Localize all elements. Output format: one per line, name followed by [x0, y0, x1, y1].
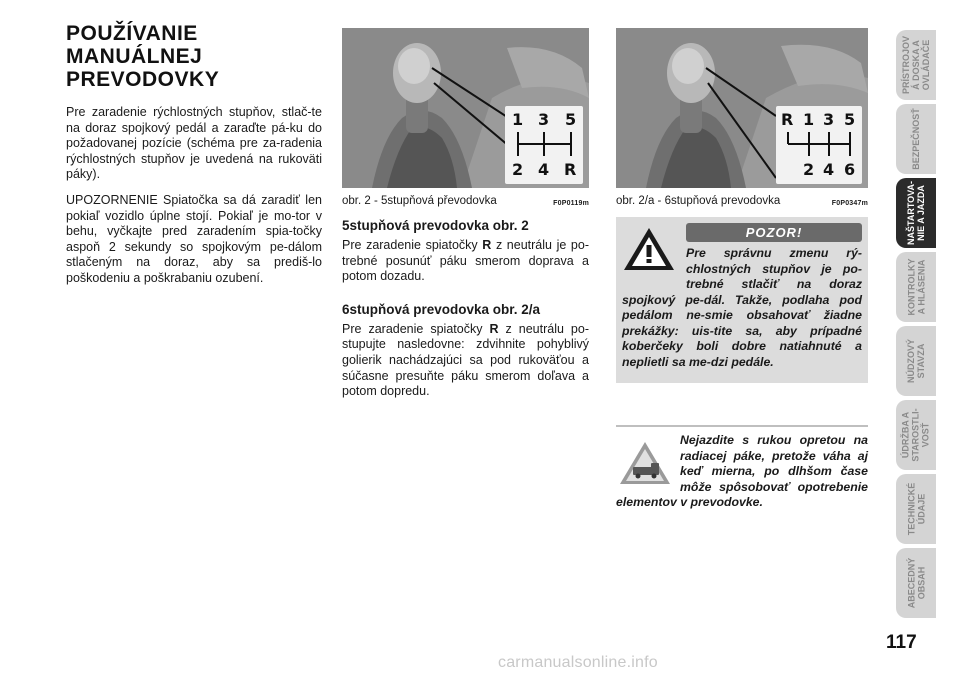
gear-label: R: [781, 110, 794, 129]
title-line-2: MANUÁLNEJ: [66, 45, 203, 68]
intro-paragraph: Pre zaradenie rýchlostných stupňov, stlač-te na doraz spojkový pedál a zaraďte pá-ku do požadovanej pozície (schéma pre za-radenia rýchlostných stupňov je uvedená na rukoväti páky).: [66, 105, 322, 182]
gear-label: 1: [803, 110, 815, 129]
watermark: carmanualsonline.info: [498, 654, 658, 671]
text-part: Pre zaradenie spiatočky: [342, 321, 490, 336]
chapter-tab-label: KONTROLKY A HLÁSENIA: [906, 258, 926, 316]
gear-label: 5: [844, 110, 856, 129]
chapter-tab[interactable]: [896, 104, 936, 174]
caution-text: Nejazdite s rukou opretou na radiacej páke, pretože váha aj keď mierna, po dlhšom čase môže spôsobovať opotrebenie elementov v prevodovke.: [616, 433, 868, 509]
chapter-tab[interactable]: [896, 252, 936, 322]
chapter-tab[interactable]: [896, 30, 936, 100]
chapter-tab-label: NÚDZOVÝ STAVZA: [906, 338, 927, 384]
figure-caption-text: obr. 2/a - 6stupňová prevodovka: [616, 195, 781, 207]
figure-caption: [342, 191, 589, 207]
left-column: [66, 22, 322, 297]
chapter-tab-label: NAŠTARTOVA- NIE A JAZDA: [906, 181, 926, 245]
gear-label: R: [564, 160, 577, 179]
warning-label: POZOR!: [686, 223, 862, 242]
chapter-tab-label: PRÍSTROJOV Á DOSKA A OVLÁDAČE: [901, 35, 932, 95]
chapter-tab[interactable]: [896, 474, 936, 544]
gear-label: 3: [538, 110, 550, 129]
text-part: z neutrálu po-stupujte nasledovne: zdvihnite pohyblivý golierik nachádzajúci sa pod rukoväťou a súčasne presuňte páku smerom doľava a potom dopredu.: [342, 321, 589, 399]
title-line-1: POUŽÍVANIE: [66, 22, 198, 45]
warning-box: [616, 217, 868, 383]
gear-label: 2: [512, 160, 524, 179]
paragraph-5speed: [342, 238, 589, 285]
gear-label: 3: [823, 110, 835, 129]
gear-label: 4: [823, 160, 835, 179]
shift-pattern-6speed: [776, 106, 862, 184]
figure-caption: [616, 191, 868, 207]
gear-label: 6: [844, 160, 856, 179]
warning-text: Pre správnu zmenu rý-chlostných stupňov je po-trebné stlačiť na doraz spojkový pe-dál. Takže, podlaha pod pedálom ne-smie obsahovať žiadne prekážky: uis-tite sa, aby prípadné koberčeky boli dobre natiahnuté a neplietli sa me-dzi pedále.: [622, 246, 862, 369]
text-part: z neutrálu je po-trebné posunúť páku smerom doprava a potom dozadu.: [342, 238, 589, 284]
gearshift-figure-6speed: [616, 28, 868, 188]
page-title: [66, 22, 322, 91]
vehicle-caution-icon: [618, 439, 672, 487]
middle-column: [342, 28, 589, 410]
chapter-tab[interactable]: [896, 548, 936, 618]
chapter-tab[interactable]: [896, 178, 936, 248]
text-part: Pre zaradenie spiatočky: [342, 238, 483, 252]
chapter-tab-label: TECHNICKÉ ÚDAJE: [906, 482, 927, 536]
gear-label: 2: [803, 160, 815, 179]
gear-label: 5: [565, 110, 577, 129]
reverse-letter: R: [489, 321, 499, 336]
chapter-tab-label: ÚDRŽBA A STAROSTLI- VOSŤ: [901, 408, 932, 462]
figure-code: F0P0347m: [831, 200, 868, 207]
figure-code: F0P0119m: [553, 200, 589, 207]
title-line-3: PREVODOVKY: [66, 68, 220, 91]
heading-6speed: 6stupňová prevodovka obr. 2/a: [342, 301, 541, 317]
shift-pattern-5speed: [505, 106, 583, 184]
gear-label: 1: [512, 110, 524, 129]
reverse-letter: R: [482, 238, 492, 252]
right-column: [616, 28, 868, 511]
warning-triangle-icon: [622, 225, 676, 273]
gear-label: 4: [538, 160, 550, 179]
chapter-tab-label: ABECEDNÝ OBSAH: [906, 557, 927, 609]
figure-caption-text: obr. 2 - 5stupňová převodovka: [342, 195, 497, 207]
chapter-tab[interactable]: [896, 326, 936, 396]
heading-5speed: 5stupňová prevodovka obr. 2: [342, 218, 529, 233]
gearshift-figure-5speed: [342, 28, 589, 188]
chapter-tab[interactable]: [896, 400, 936, 470]
caution-box: [616, 425, 868, 511]
page-number: 117: [886, 632, 917, 653]
paragraph-6speed: [342, 322, 589, 400]
chapter-tab-label: BEZPEČNOSŤ: [911, 108, 922, 170]
reverse-note-paragraph: UPOZORNENIE Spiatočka sa dá zaradiť len pokiaľ vozidlo úplne stojí. Pokiaľ je mo-tor v behu, vyčkajte pred zaradením spia-točky aspoň 2 sekundy so spojkovým pe-dálom stlačeným na doraz, aby sa prediš-lo poškodeniu a poškrabaniu ozubení.: [66, 192, 322, 285]
